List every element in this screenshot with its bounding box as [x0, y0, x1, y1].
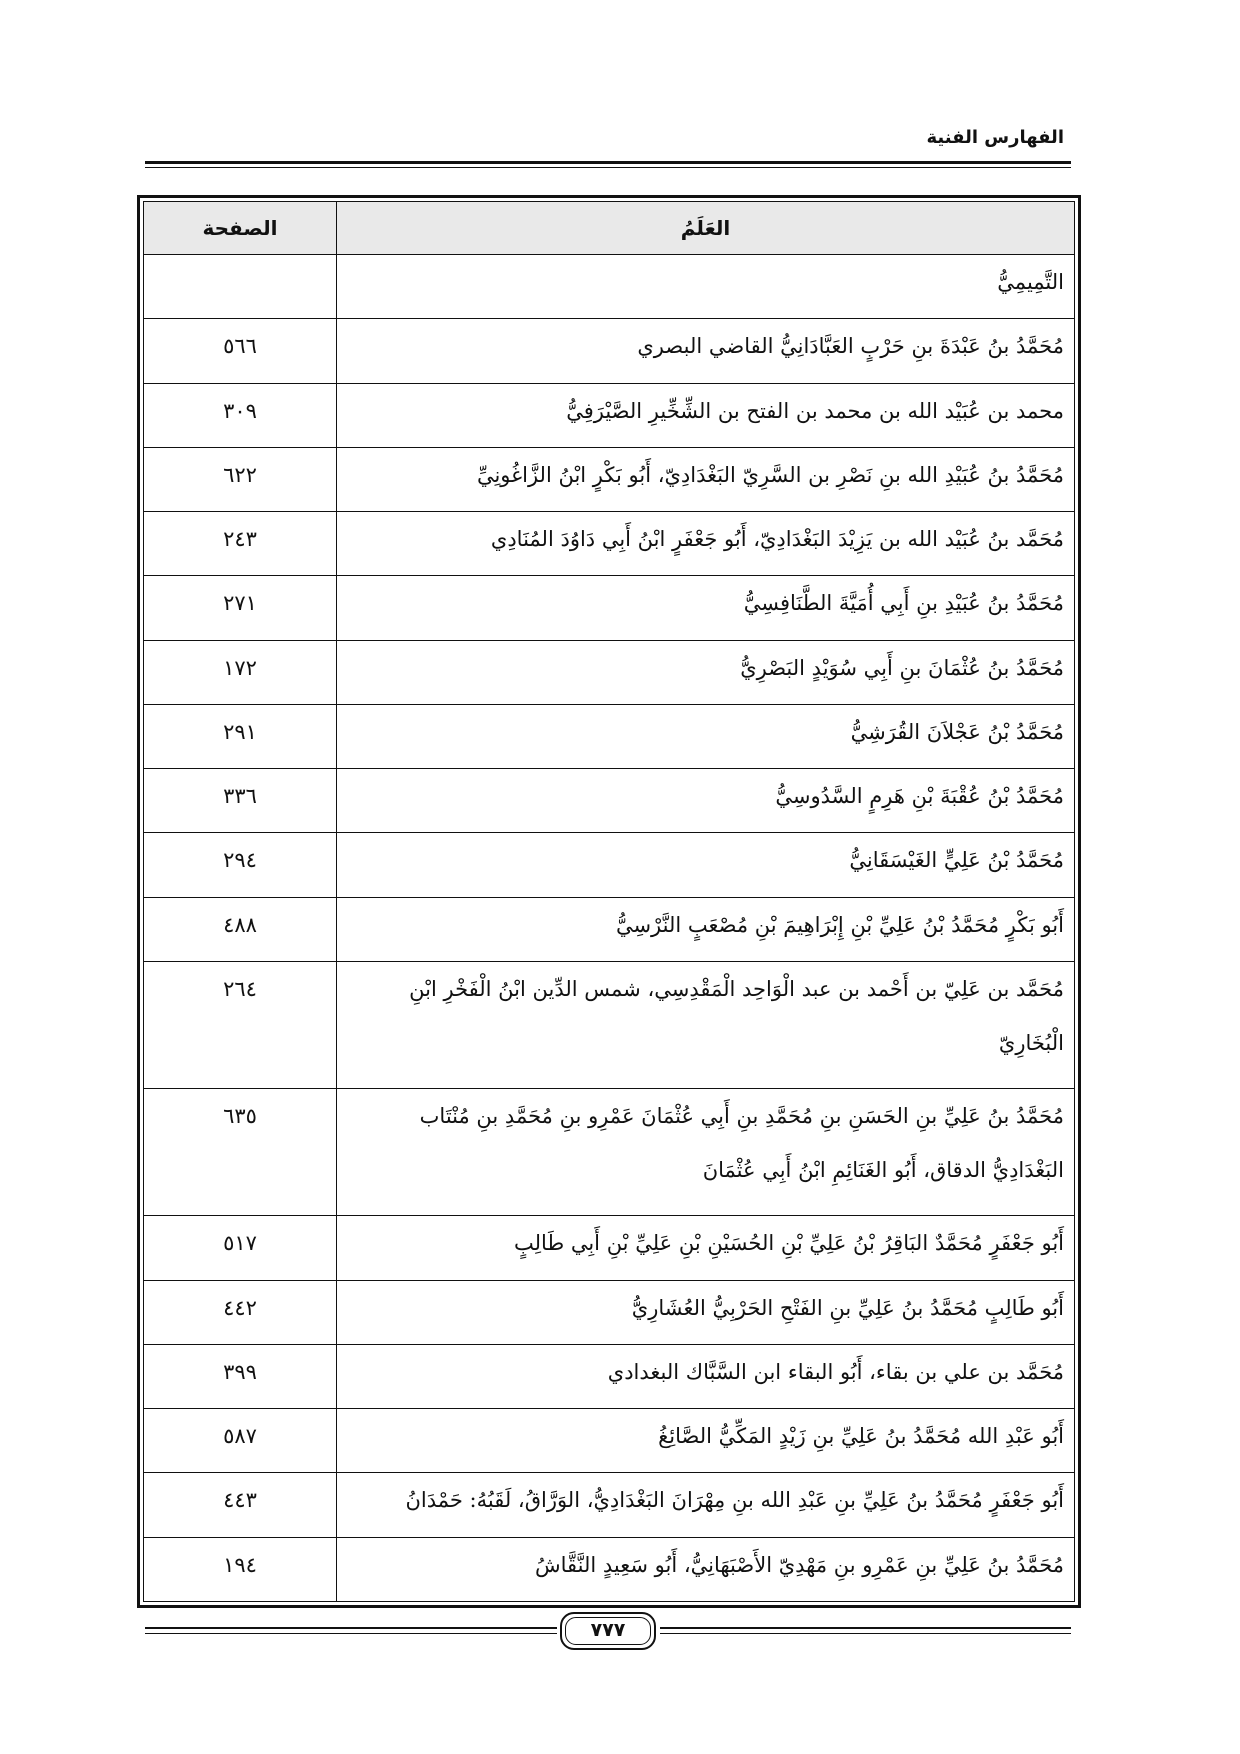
- entry-name: أَبُو جَعْفَرٍ مُحَمَّدُ بنُ عَلِيِّ بنِ عَبْدِ الله بنِ مِهْرَانَ البَغْدَادِيُّ، الوَرَّاقُ، لَقَبُهُ: حَمْدَانُ: [337, 1473, 1075, 1537]
- table-header-row: [144, 202, 1075, 255]
- table-row: [144, 383, 1075, 447]
- table-row: [144, 769, 1075, 833]
- header-rule-thick: [145, 161, 1071, 164]
- entry-page-number: ٥١٧: [144, 1216, 337, 1280]
- table-row: [144, 319, 1075, 383]
- entry-name: مُحَمَّدُ بْنُ عَلِيٍّ الغَيْسَقَانِيُّ: [337, 833, 1075, 897]
- entry-page-number: ٦٣٥: [144, 1089, 337, 1216]
- entry-page-number: ٥٦٦: [144, 319, 337, 383]
- index-table-frame: [137, 195, 1081, 1608]
- entry-name: محمد بن عُبَيْد الله بن محمد بن الفتح بن الشِّخِّيرِ الصَّيْرَفِيُّ: [337, 383, 1075, 447]
- page-number-badge: [560, 1612, 656, 1650]
- entry-name: أَبُو بَكْرٍ مُحَمَّدُ بْنُ عَلِيِّ بْنِ إِبْرَاهِيمَ بْنِ مُصْعَبٍ النَّرْسِيُّ: [337, 897, 1075, 961]
- running-header-title: الفهارس الفنية: [926, 127, 1064, 148]
- footer-rule-right: [660, 1627, 1071, 1629]
- entry-name: التَّمِيمِيُّ: [337, 255, 1075, 319]
- entry-page-number: ٢٦٤: [144, 961, 337, 1088]
- entry-name: مُحَمَّدُ بنُ عَلِيِّ بنِ عَمْرِو بنِ مَهْدِيّ الأَصْبَهَانِيُّ، أَبُو سَعِيدٍ النَّقَّاشُ: [337, 1537, 1075, 1601]
- table-row: [144, 1344, 1075, 1408]
- table-row: [144, 447, 1075, 511]
- table-row: [144, 1216, 1075, 1280]
- table-row: [144, 1089, 1075, 1216]
- entry-page-number: [144, 255, 337, 319]
- table-row: [144, 833, 1075, 897]
- table-row: [144, 1409, 1075, 1473]
- table-body: [144, 255, 1075, 1602]
- entry-name: مُحَمَّدُ بنُ عُثْمَانَ بنِ أَبِي سُوَيْدٍ البَصْرِيُّ: [337, 640, 1075, 704]
- entry-page-number: ٣٠٩: [144, 383, 337, 447]
- entry-name: مُحَمَّدُ بنُ عَلِيِّ بنِ الحَسَنِ بنِ مُحَمَّدِ بنِ أَبِي عُثْمَانَ عَمْرِو بنِ مُحَمَّدِ بنِ مُنْتَاب البَغْدَادِيُّ الدقاق، أَبُو الغَنَائِمِ ابْنُ أَبِي عُثْمَانَ: [337, 1089, 1075, 1216]
- entry-page-number: ٦٢٢: [144, 447, 337, 511]
- table-row: [144, 640, 1075, 704]
- entry-page-number: ٢٤٣: [144, 512, 337, 576]
- entry-name: مُحَمَّد بنُ عُبَيْد الله بن يَزِيْدَ البَغْدَادِيّ، أَبُو جَعْفَرٍ ابْنُ أَبِي دَاوُدَ المُنَادِي: [337, 512, 1075, 576]
- entry-page-number: ١٧٢: [144, 640, 337, 704]
- entry-page-number: ٣٩٩: [144, 1344, 337, 1408]
- entry-name: مُحَمَّدُ بنُ عَبْدَةَ بنِ حَرْبٍ العَبَّادَانِيُّ القاضي البصري: [337, 319, 1075, 383]
- table-row: [144, 1537, 1075, 1601]
- entry-page-number: ٣٣٦: [144, 769, 337, 833]
- header-rule-thin: [145, 167, 1071, 168]
- entry-name: مُحَمَّدُ بْنُ عُقْبَةَ بْنِ هَرِمٍ السَّدُوسِيُّ: [337, 769, 1075, 833]
- entry-name: أَبُو جَعْفَرٍ مُحَمَّدٌ البَاقِرُ بْنُ عَلِيِّ بْنِ الحُسَيْنِ بْنِ عَلِيِّ بْنِ أَبِي طَالِبٍ: [337, 1216, 1075, 1280]
- entry-name: مُحَمَّدُ بنُ عُبَيْدِ الله بنِ نَصْرِ بن السَّرِيّ البَغْدَادِيّ، أَبُو بَكْرٍ ابْنُ الزَّاغُونِيِّ: [337, 447, 1075, 511]
- entry-name: مُحَمَّد بن عَلِيّ بن أَحْمد بن عبد الْوَاحِد الْمَقْدِسِي، شمس الدِّين ابْنُ الْفَخْرِ ابْنِ الْبُخَارِيّ: [337, 961, 1075, 1088]
- table-row: [144, 961, 1075, 1088]
- entry-name: مُحَمَّد بن علي بن بقاء، أَبُو البقاء ابن السَّبَّاك البغدادي: [337, 1344, 1075, 1408]
- entry-name: أَبُو طَالِبٍ مُحَمَّدُ بنُ عَلِيِّ بنِ الفَتْحِ الحَرْبِيُّ العُشَارِيُّ: [337, 1280, 1075, 1344]
- footer-rule-right-thin: [660, 1633, 1071, 1634]
- table-row: [144, 576, 1075, 640]
- entry-name: مُحَمَّدُ بنُ عُبَيْدِ بنِ أَبِي أُمَيَّةَ الطَّنَافِسِيُّ: [337, 576, 1075, 640]
- entry-page-number: ٢٩١: [144, 704, 337, 768]
- page-number: ٧٧٧: [590, 1619, 626, 1641]
- footer-rule-left-thin: [145, 1633, 557, 1634]
- entry-name: أَبُو عَبْدِ الله مُحَمَّدُ بنُ عَلِيِّ بنِ زَيْدٍ المَكِّيُّ الصَّائِغُ: [337, 1409, 1075, 1473]
- table-row: [144, 512, 1075, 576]
- table-row: [144, 1280, 1075, 1344]
- entry-page-number: ٥٨٧: [144, 1409, 337, 1473]
- column-header-name: العَلَمُ: [337, 202, 1075, 255]
- entry-name: مُحَمَّدُ بْنُ عَجْلاَنَ القُرَشِيُّ: [337, 704, 1075, 768]
- entry-page-number: ١٩٤: [144, 1537, 337, 1601]
- entry-page-number: ٤٤٢: [144, 1280, 337, 1344]
- table-row: [144, 897, 1075, 961]
- table-row: [144, 255, 1075, 319]
- index-table: [143, 201, 1075, 1602]
- entry-page-number: ٢٩٤: [144, 833, 337, 897]
- entry-page-number: ٤٨٨: [144, 897, 337, 961]
- table-row: [144, 704, 1075, 768]
- entry-page-number: ٤٤٣: [144, 1473, 337, 1537]
- entry-page-number: ٢٧١: [144, 576, 337, 640]
- column-header-page: الصفحة: [144, 202, 337, 255]
- footer-rule-left: [145, 1627, 557, 1629]
- table-row: [144, 1473, 1075, 1537]
